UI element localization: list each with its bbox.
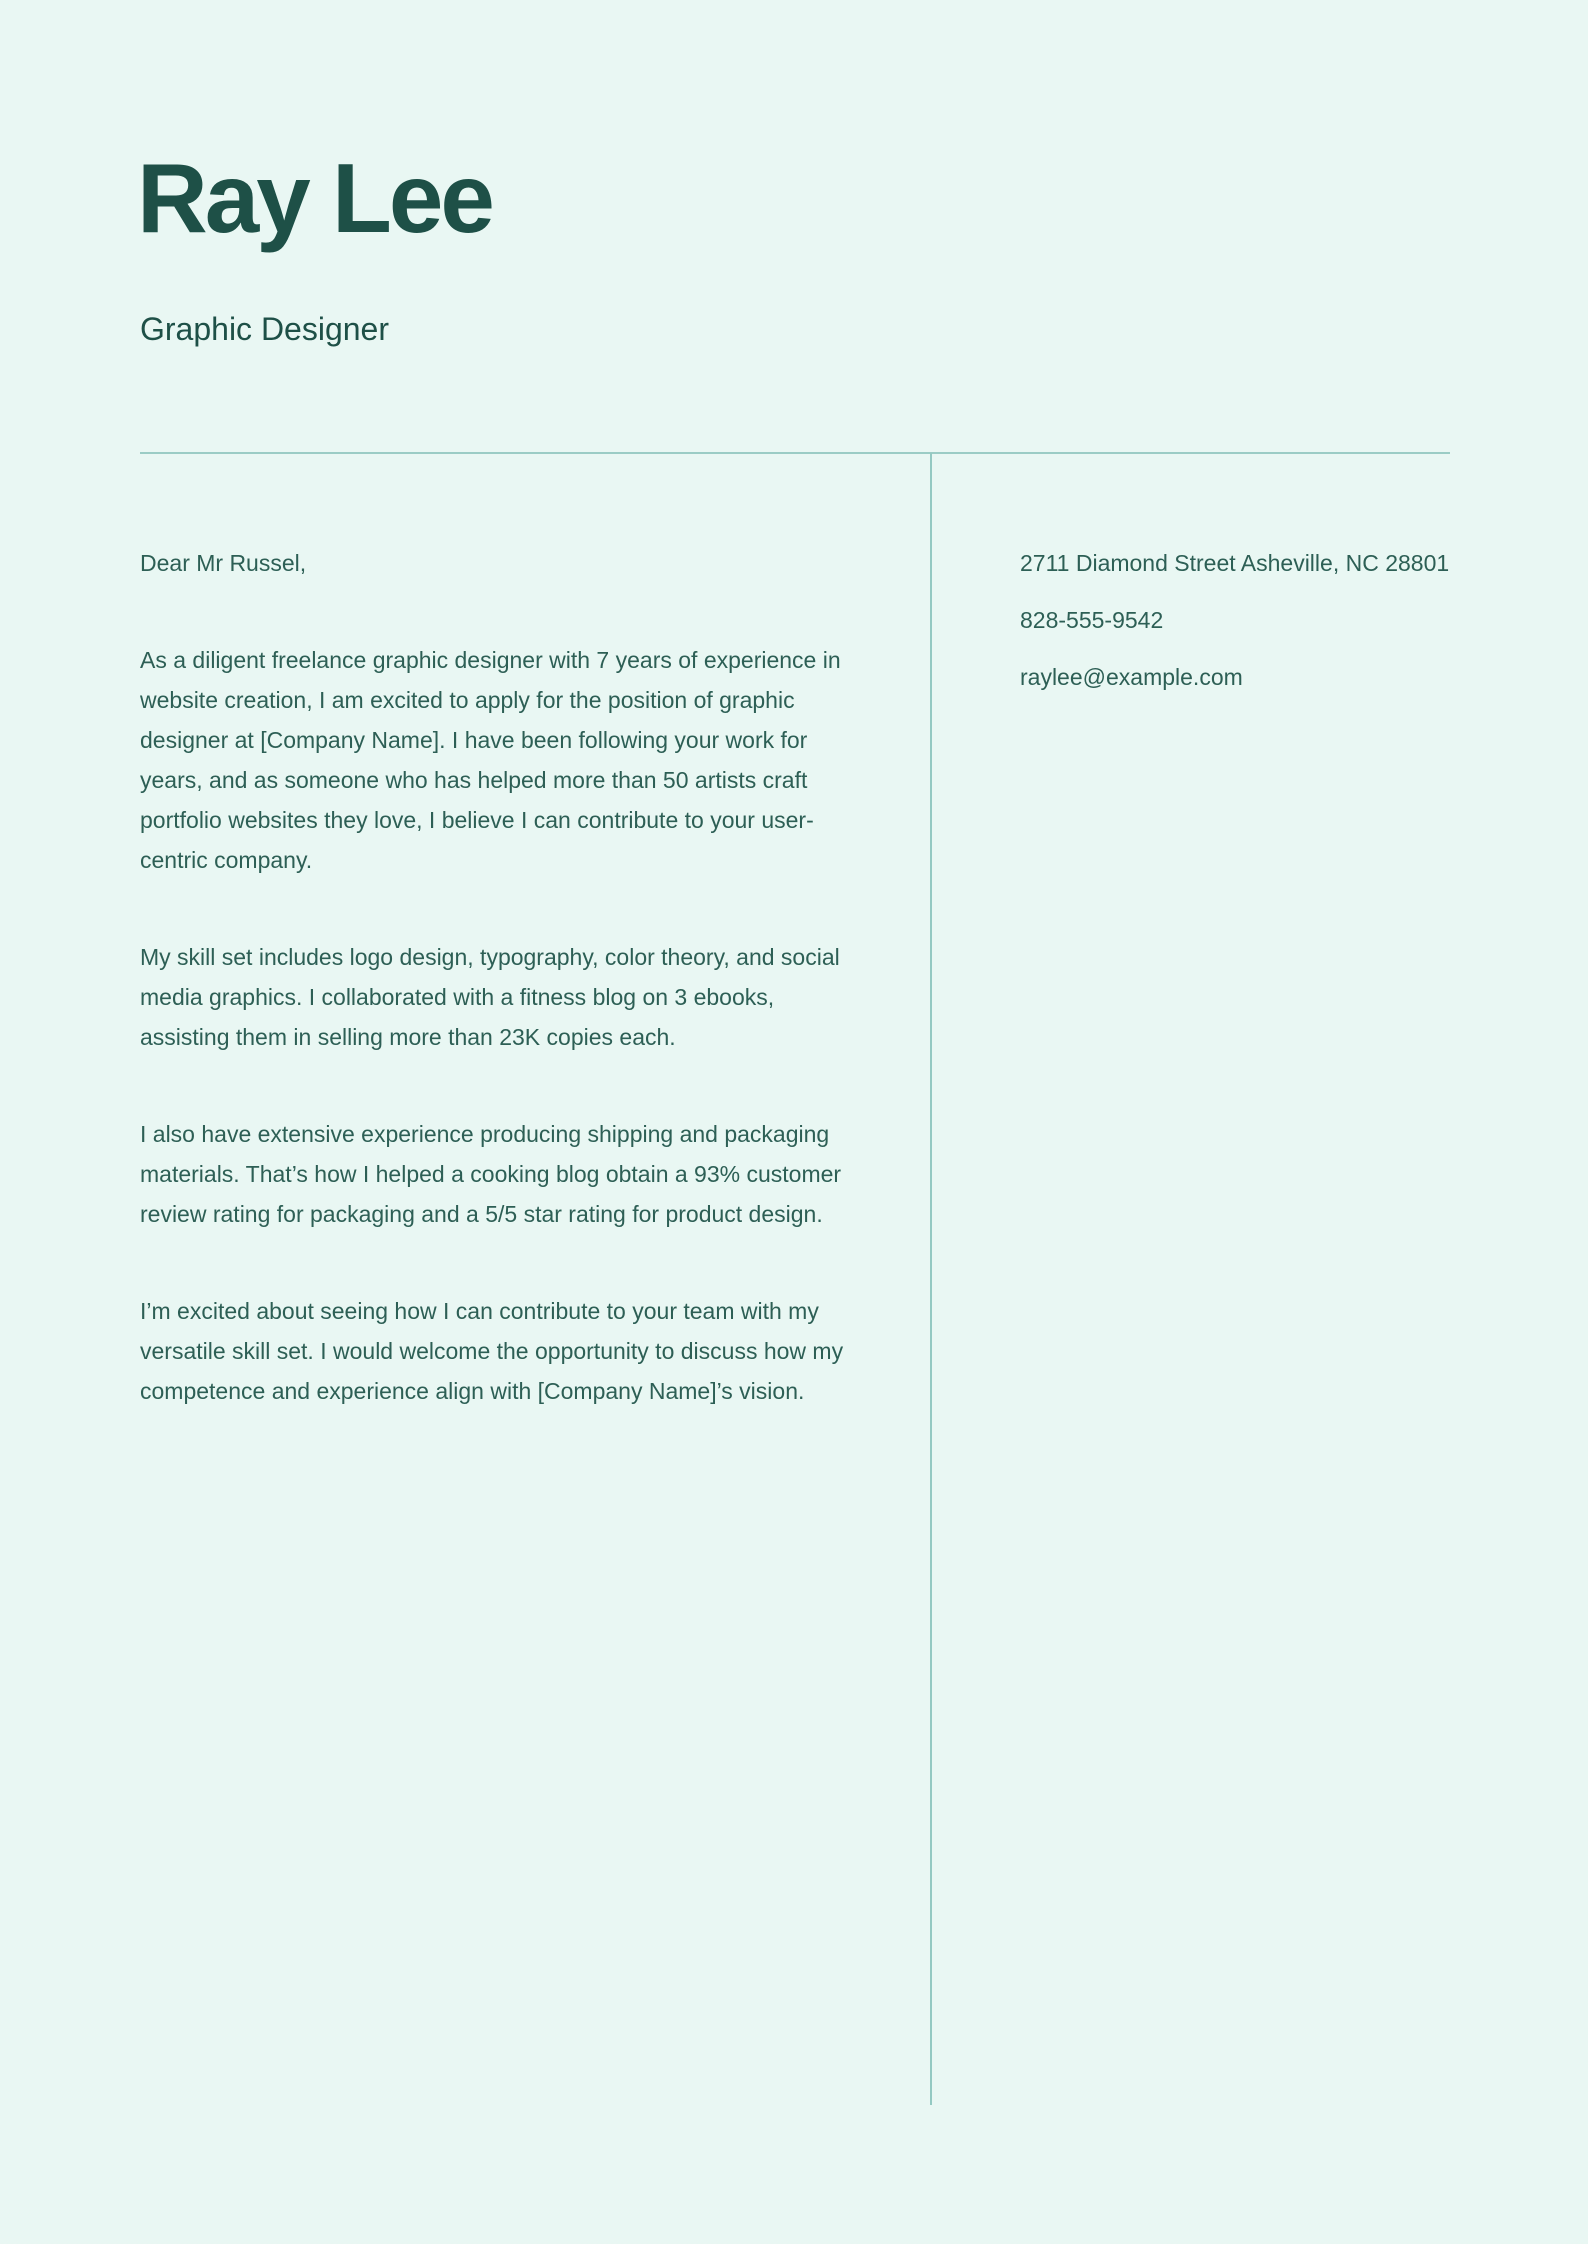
contact-email: raylee@example.com: [1020, 664, 1243, 690]
job-title: Graphic Designer: [140, 311, 389, 347]
vertical-divider: [930, 453, 932, 2105]
contact-address: 2711 Diamond Street Asheville, NC 28801: [1020, 550, 1450, 576]
letter-paragraph: I’m excited about seeing how I can contribute to your team with my versatile skill set. I would welcome the opportunity to discuss how my competence and experience align with [Company Name]’s vision.: [140, 1298, 844, 1404]
letter-paragraph: As a diligent freelance graphic designer with 7 years of experience in website creation, I am excited to apply for the position of graphic designer at [Company Name]. I have been following your work for years, and as someone who has helped more than 50 artists craft portfolio websites they love, I believe I can contribute to your user-centric company.: [140, 647, 841, 873]
contact-info: [1020, 543, 1452, 714]
letter-body: [140, 543, 850, 1468]
letter-paragraph: I also have extensive experience producing shipping and packaging materials. That’s how I helped a cooking blog obtain a 93% customer review rating for packaging and a 5/5 star rating for product design.: [140, 1121, 842, 1227]
letter-paragraph: My skill set includes logo design, typography, color theory, and social media graphics. I collaborated with a fitness blog on 3 ebooks, assisting them in selling more than 23K copies each.: [140, 944, 840, 1050]
contact-phone: 828-555-9542: [1020, 607, 1164, 633]
horizontal-divider: [140, 452, 1450, 454]
person-name: Ray Lee: [137, 143, 492, 253]
salutation: Dear Mr Russel,: [140, 550, 307, 576]
